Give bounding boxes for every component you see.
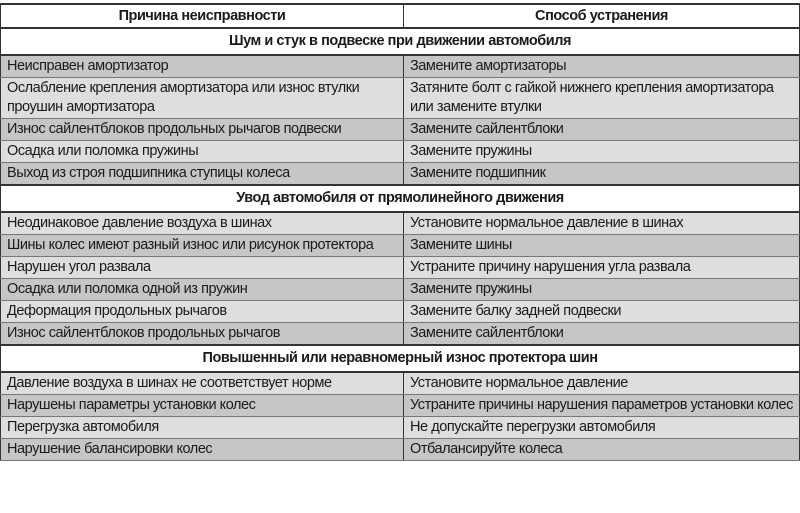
remedy-cell: Устраните причины нарушения параметров установки колес [404,395,800,417]
table-row [1,279,800,301]
remedy-cell: Замените пружины [404,141,800,163]
table-row [1,141,800,163]
table-row [1,55,800,78]
header-remedy: Способ устранения [404,4,800,28]
cause-cell: Нарушение балансировки колес [1,439,404,461]
remedy-cell: Замените подшипник [404,163,800,186]
remedy-cell: Установите нормальное давление в шинах [404,212,800,235]
table-row [1,235,800,257]
cause-cell: Осадка или поломка пружины [1,141,404,163]
cause-cell: Деформация продольных рычагов [1,301,404,323]
cause-cell: Неодинаковое давление воздуха в шинах [1,212,404,235]
troubleshooting-table [0,3,800,461]
table-row [1,395,800,417]
section-title: Увод автомобиля от прямолинейного движения [1,185,800,212]
cause-cell: Ослабление крепления амортизатора или износ втулки проушин амортизатора [1,78,404,119]
remedy-cell: Установите нормальное давление [404,372,800,395]
cause-cell: Перегрузка автомобиля [1,417,404,439]
table-row [1,212,800,235]
remedy-cell: Замените сайлентблоки [404,119,800,141]
cause-cell: Давление воздуха в шинах не соответствует норме [1,372,404,395]
table-row [1,323,800,346]
table-row [1,119,800,141]
section-header-row [1,345,800,372]
table-row [1,257,800,279]
cause-cell: Неисправен амортизатор [1,55,404,78]
remedy-cell: Замените шины [404,235,800,257]
cause-cell: Износ сайлентблоков продольных рычагов [1,323,404,346]
cause-cell: Осадка или поломка одной из пружин [1,279,404,301]
section-header-row [1,28,800,55]
cause-cell: Выход из строя подшипника ступицы колеса [1,163,404,186]
table-row [1,301,800,323]
remedy-cell: Отбалансируйте колеса [404,439,800,461]
table-row [1,372,800,395]
remedy-cell: Затяните болт с гайкой нижнего крепления амортизатора или замените втулки [404,78,800,119]
table-row [1,78,800,119]
remedy-cell: Замените пружины [404,279,800,301]
table-row [1,417,800,439]
cause-cell: Износ сайлентблоков продольных рычагов подвески [1,119,404,141]
header-cause: Причина неисправности [1,4,404,28]
section-title: Повышенный или неравномерный износ протектора шин [1,345,800,372]
table-row [1,163,800,186]
cause-cell: Шины колес имеют разный износ или рисунок протектора [1,235,404,257]
table-row [1,439,800,461]
section-header-row [1,185,800,212]
table-header-row [1,4,800,28]
remedy-cell: Не допускайте перегрузки автомобиля [404,417,800,439]
section-title: Шум и стук в подвеске при движении автомобиля [1,28,800,55]
remedy-cell: Замените амортизаторы [404,55,800,78]
cause-cell: Нарушен угол развала [1,257,404,279]
remedy-cell: Устраните причину нарушения угла развала [404,257,800,279]
cause-cell: Нарушены параметры установки колес [1,395,404,417]
remedy-cell: Замените балку задней подвески [404,301,800,323]
remedy-cell: Замените сайлентблоки [404,323,800,346]
